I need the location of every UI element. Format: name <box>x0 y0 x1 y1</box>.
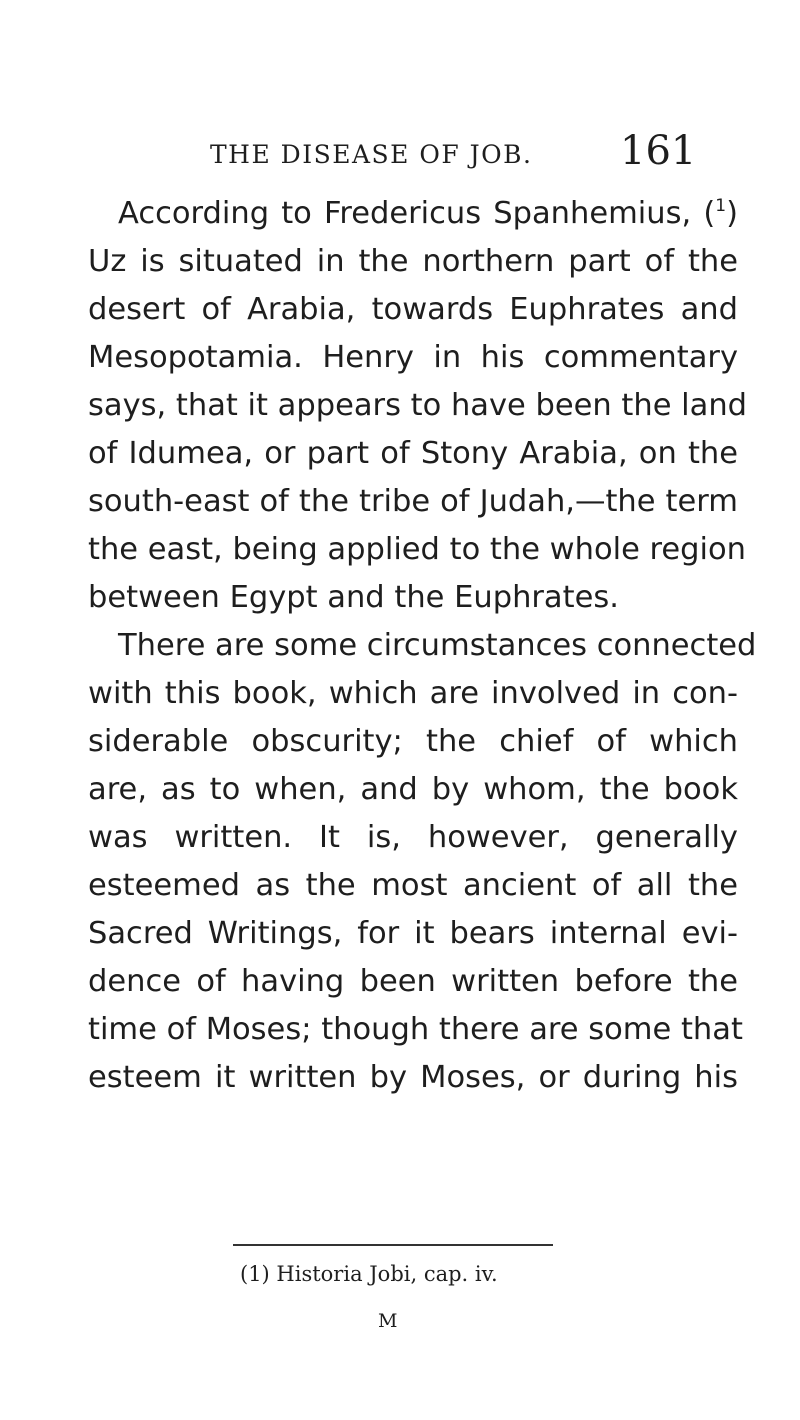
footnote-reference-close: ) <box>726 196 738 231</box>
text-line: esteemed as the most ancient of all the <box>88 868 738 903</box>
text-line: says, that it appears to have been the land <box>88 388 748 423</box>
text-line: Sacred Writings, for it bears internal evi- <box>88 916 738 951</box>
footnote-rule <box>233 1244 553 1246</box>
text-line-content: According to Fredericus Spanhemius, ( <box>118 196 716 231</box>
text-line <box>88 190 738 238</box>
footnote: (1) Historia Jobi, cap. iv. <box>240 1262 498 1286</box>
text-line: between Egypt and the Euphrates. <box>88 580 619 615</box>
signature-mark: M <box>378 1310 398 1332</box>
page-number: 161 <box>620 128 697 174</box>
text-line: There are some circumstances connected <box>118 628 757 663</box>
text-line: are, as to when, and by whom, the book <box>88 772 738 807</box>
text-line: Uz is situated in the northern part of the <box>88 244 738 279</box>
text-line: dence of having been written before the <box>88 964 738 999</box>
text-line: south-east of the tribe of Judah,—the term <box>88 484 738 519</box>
footnote-reference: 1 <box>715 196 727 216</box>
text-line: time of Moses; though there are some that <box>88 1012 743 1047</box>
text-line: Mesopotamia. Henry in his commentary <box>88 340 738 375</box>
text-line: with this book, which are involved in con- <box>88 676 738 711</box>
text-line: siderable obscurity; the chief of which <box>88 724 738 759</box>
text-line: esteem it written by Moses, or during his <box>88 1060 738 1095</box>
text-line: desert of Arabia, towards Euphrates and <box>88 292 738 327</box>
text-line: of Idumea, or part of Stony Arabia, on the <box>88 436 738 471</box>
running-head <box>0 0 800 190</box>
text-line: was written. It is, however, generally <box>88 820 738 855</box>
text-line: the east, being applied to the whole region <box>88 532 746 567</box>
running-head-title: THE DISEASE OF JOB. <box>210 140 533 169</box>
